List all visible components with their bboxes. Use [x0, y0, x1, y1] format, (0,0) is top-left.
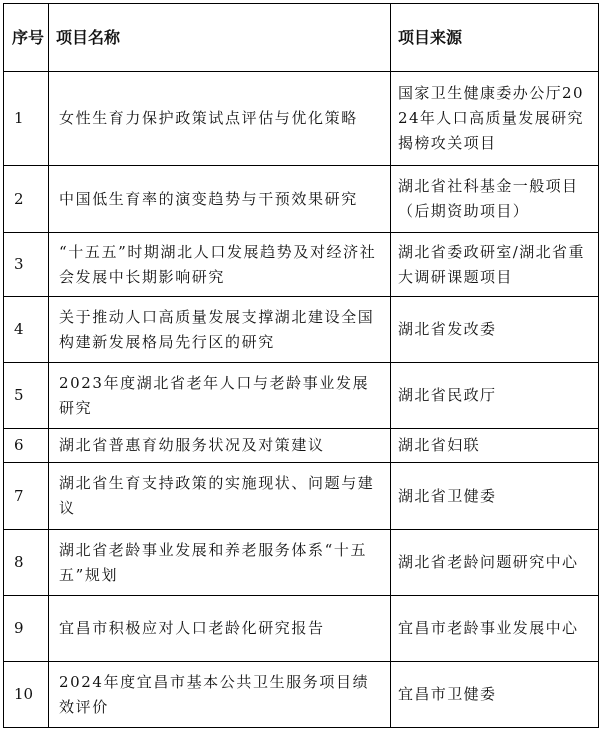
row-name: “十五五”时期湖北人口发展趋势及对经济社会发展中长期影响研究 [49, 233, 391, 297]
row-source: 宜昌市老龄事业发展中心 [391, 596, 599, 662]
row-source: 湖北省民政厅 [391, 363, 599, 429]
row-name: 女性生育力保护政策试点评估与优化策略 [49, 72, 391, 166]
header-source: 项目来源 [391, 4, 599, 72]
row-no: 6 [4, 429, 49, 463]
header-name: 项目名称 [49, 4, 391, 72]
table-row [4, 662, 599, 728]
row-source: 湖北省妇联 [391, 429, 599, 463]
row-name: 2023年度湖北省老年人口与老龄事业发展研究 [49, 363, 391, 429]
row-source: 湖北省卫健委 [391, 463, 599, 530]
row-source: 国家卫生健康委办公厅2024年人口高质量发展研究揭榜攻关项目 [391, 72, 599, 166]
row-no: 8 [4, 530, 49, 596]
row-name: 宜昌市积极应对人口老龄化研究报告 [49, 596, 391, 662]
row-no: 7 [4, 463, 49, 530]
row-no: 1 [4, 72, 49, 166]
table-row [4, 297, 599, 363]
table-row [4, 233, 599, 297]
row-name: 湖北省生育支持政策的实施现状、问题与建议 [49, 463, 391, 530]
table-row [4, 429, 599, 463]
row-no: 2 [4, 166, 49, 233]
row-no: 10 [4, 662, 49, 728]
project-table [3, 3, 599, 728]
row-name: 中国低生育率的演变趋势与干预效果研究 [49, 166, 391, 233]
row-no: 4 [4, 297, 49, 363]
table-row [4, 72, 599, 166]
row-no: 3 [4, 233, 49, 297]
row-source: 湖北省委政研室/湖北省重大调研课题项目 [391, 233, 599, 297]
row-name: 2024年度宜昌市基本公共卫生服务项目绩效评价 [49, 662, 391, 728]
row-source: 湖北省社科基金一般项目（后期资助项目） [391, 166, 599, 233]
table-row [4, 363, 599, 429]
table-header-row [4, 4, 599, 72]
table-row [4, 596, 599, 662]
table-row [4, 530, 599, 596]
row-source: 宜昌市卫健委 [391, 662, 599, 728]
row-name: 湖北省普惠育幼服务状况及对策建议 [49, 429, 391, 463]
row-no: 9 [4, 596, 49, 662]
row-no: 5 [4, 363, 49, 429]
header-no: 序号 [4, 4, 49, 72]
row-name: 关于推动人口高质量发展支撑湖北建设全国构建新发展格局先行区的研究 [49, 297, 391, 363]
row-source: 湖北省老龄问题研究中心 [391, 530, 599, 596]
row-source: 湖北省发改委 [391, 297, 599, 363]
table-row [4, 463, 599, 530]
row-name: 湖北省老龄事业发展和养老服务体系“十五五”规划 [49, 530, 391, 596]
table-row [4, 166, 599, 233]
